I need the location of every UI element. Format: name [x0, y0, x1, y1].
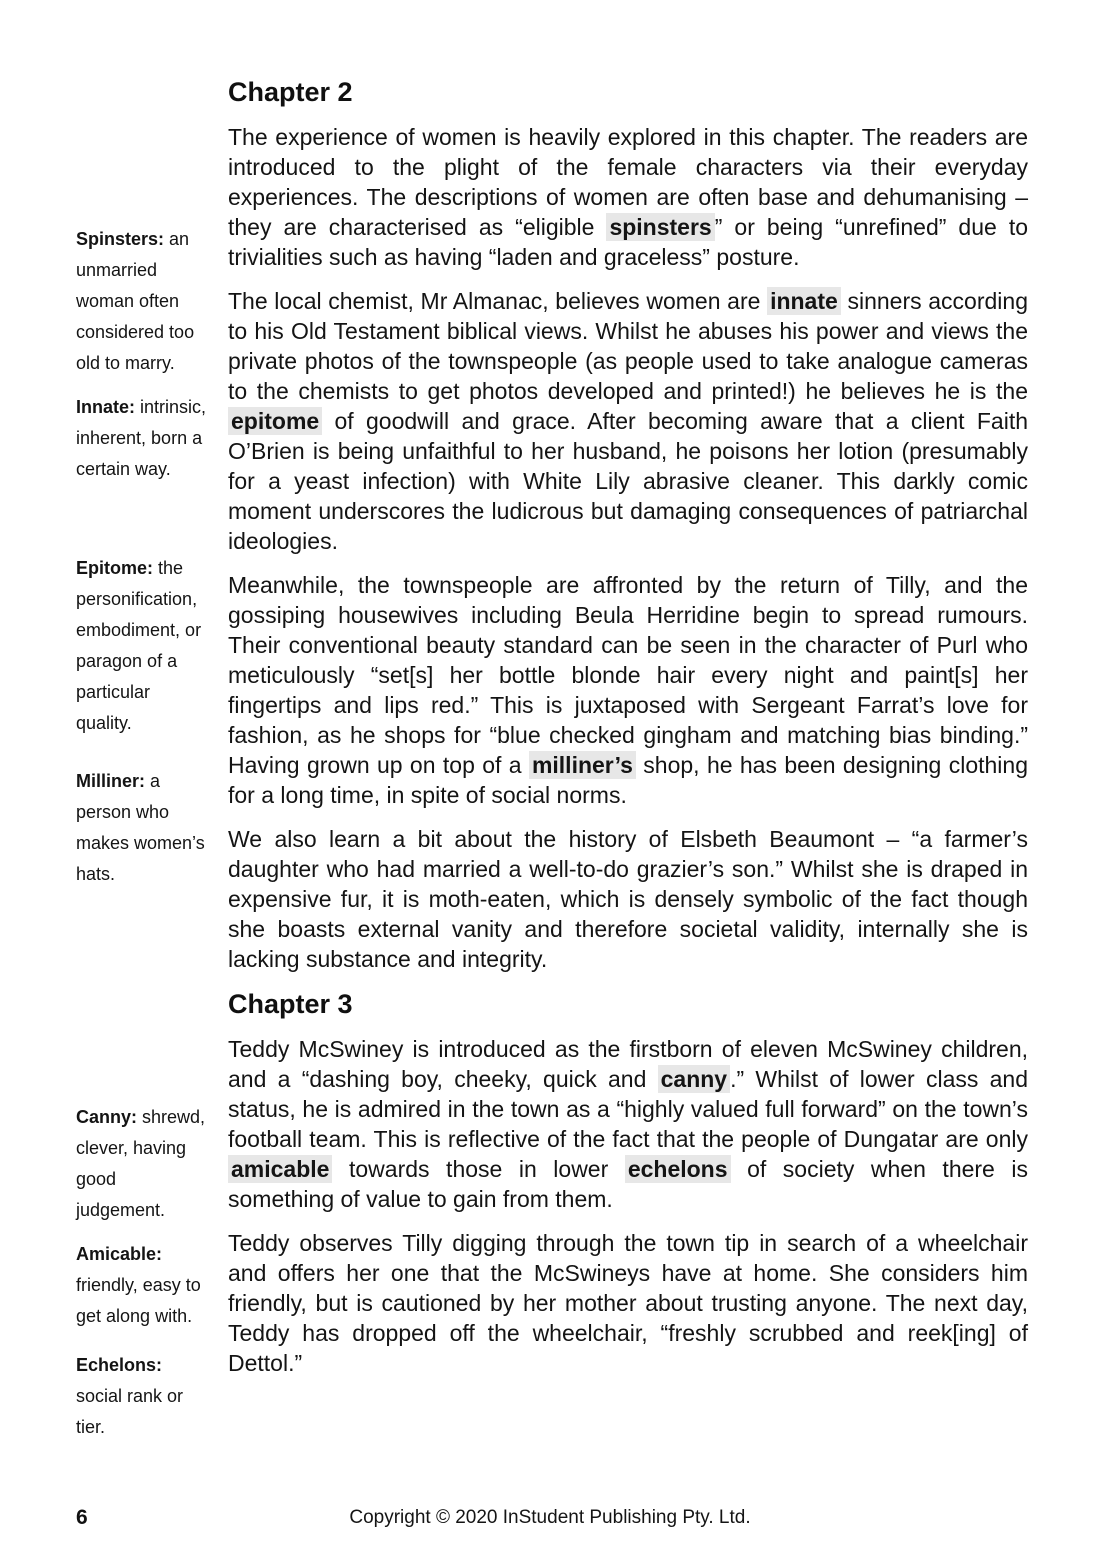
margin-note-canny: [76, 1102, 210, 1226]
paragraph: [228, 1228, 1028, 1378]
text-segment: shop, he has been designing clothing for a long time, in spite of social norms.: [228, 752, 1028, 808]
vocab-term-highlight: innate: [767, 287, 841, 315]
margin-note-spinsters: [76, 224, 210, 379]
text-segment: of society when there is something of value to gain from them.: [228, 1156, 1028, 1212]
text-segment: towards those in lower: [332, 1156, 625, 1182]
text-segment: Teddy McSwiney is introduced as the firstborn of eleven McSwiney children, and a “dashing boy, cheeky, quick and: [228, 1036, 1028, 1092]
text-segment: of goodwill and grace. After becoming aware that a client Faith O’Brien is being unfaithful to her husband, he poisons her lotion (presumably for a yeast infection) with White Lily abrasive cleaner. This darkly comic moment underscores the ludicrous but damaging consequences of patriarchal ideologies.: [228, 408, 1028, 554]
page-number: 6: [76, 1506, 88, 1529]
margin-note-definition: intrinsic, inherent, born a certain way.: [76, 397, 207, 479]
margin-note-definition: an unmarried woman often considered too old to marry.: [76, 229, 195, 373]
margin-note-epitome: [76, 553, 210, 739]
chapter-3-heading: Chapter 3: [228, 989, 353, 1019]
text-segment: We also learn a bit about the history of Elsbeth Beaumont – “a farmer’s daughter who had married a well-to-do grazier’s son.” Whilst she is draped in expensive fur, it is moth-eaten, which is densely symbolic of the fact though she boasts external vanity and therefore societal validity, internally she is lacking substance and integrity.: [228, 826, 1028, 972]
margin-note-amicable: [76, 1239, 210, 1332]
chapter-2-heading: Chapter 2: [228, 77, 353, 107]
text-segment: The local chemist, Mr Almanac, believes women are: [228, 288, 768, 314]
text-segment: Meanwhile, the townspeople are affronted by the return of Tilly, and the gossiping housewives including Beula Herridine begin to spread rumours. Their conventional beauty standard can be seen in the character of Purl who meticulously “set[s] her bottle blonde hair every night and paint[s] her fingertips and lips red.” This is juxtaposed with Sergeant Farrat’s love for fashion, as he shops for “blue checked gingham and matching bias binding.” Having grown up on top of a: [228, 572, 1028, 778]
vocab-term-highlight: amicable: [228, 1155, 332, 1183]
margin-note-term: Epitome:: [76, 558, 154, 578]
text-segment: sinners according to his Old Testament biblical views. Whilst he abuses his power and views the private photos of the townspeople (as people used to take analogue cameras to the chemists to get photos developed and printed!) he believes he is the: [228, 288, 1028, 404]
paragraph: [228, 1034, 1028, 1214]
paragraph: [228, 286, 1028, 556]
margin-note-term: Innate:: [76, 397, 136, 417]
page-footer: [0, 1505, 1100, 1535]
margin-note-definition: friendly, easy to get along with.: [76, 1275, 201, 1326]
paragraph: [228, 570, 1028, 810]
main-text-column: [228, 76, 1028, 1392]
margin-note-term: Amicable:: [76, 1244, 163, 1264]
text-segment: The experience of women is heavily explored in this chapter. The readers are introduced to the plight of the female characters via their everyday experiences. The descriptions of women are often base and dehumanising – they are characterised as “eligible: [228, 124, 1028, 240]
margin-note-term: Echelons:: [76, 1355, 163, 1375]
vocab-term-highlight: canny: [658, 1065, 730, 1093]
vocab-term-highlight: echelons: [625, 1155, 731, 1183]
vocab-term-highlight: epitome: [228, 407, 322, 435]
copyright-text: Copyright © 2020 InStudent Publishing Pty. Ltd.: [349, 1507, 751, 1528]
text-segment: Teddy observes Tilly digging through the town tip in search of a wheelchair and offers her one that the McSwineys have at home. She considers him friendly, but is cautioned by her mother about trusting anyone. The next day, Teddy has dropped off the wheelchair, “freshly scrubbed and reek[ing] of Dettol.”: [228, 1230, 1028, 1376]
margin-note-term: Canny:: [76, 1107, 138, 1127]
vocab-term-highlight: milliner’s: [529, 751, 636, 779]
text-segment: .” Whilst of lower class and status, he is admired in the town as a “highly valued full forward” on the town’s football team. This is reflective of the fact that the people of Dungatar are only: [228, 1066, 1029, 1152]
margin-note-term: Spinsters:: [76, 229, 165, 249]
text-segment: ” or being “unrefined” due to trivialities such as having “laden and graceless” posture.: [228, 214, 1028, 270]
margin-note-term: Milliner:: [76, 771, 146, 791]
margin-note-echelons: [76, 1350, 210, 1443]
margin-note-definition: a person who makes women’s hats.: [76, 771, 205, 884]
paragraph: [228, 824, 1028, 974]
margin-note-definition: the personification, embodiment, or paragon of a particular quality.: [76, 558, 202, 733]
paragraph: [228, 122, 1028, 272]
vocab-term-highlight: spinsters: [606, 213, 714, 241]
margin-note-innate: [76, 392, 210, 485]
margin-note-milliner: [76, 766, 210, 890]
margin-note-definition: shrewd, clever, having good judgement.: [76, 1107, 206, 1220]
margin-note-definition: social rank or tier.: [76, 1386, 184, 1437]
